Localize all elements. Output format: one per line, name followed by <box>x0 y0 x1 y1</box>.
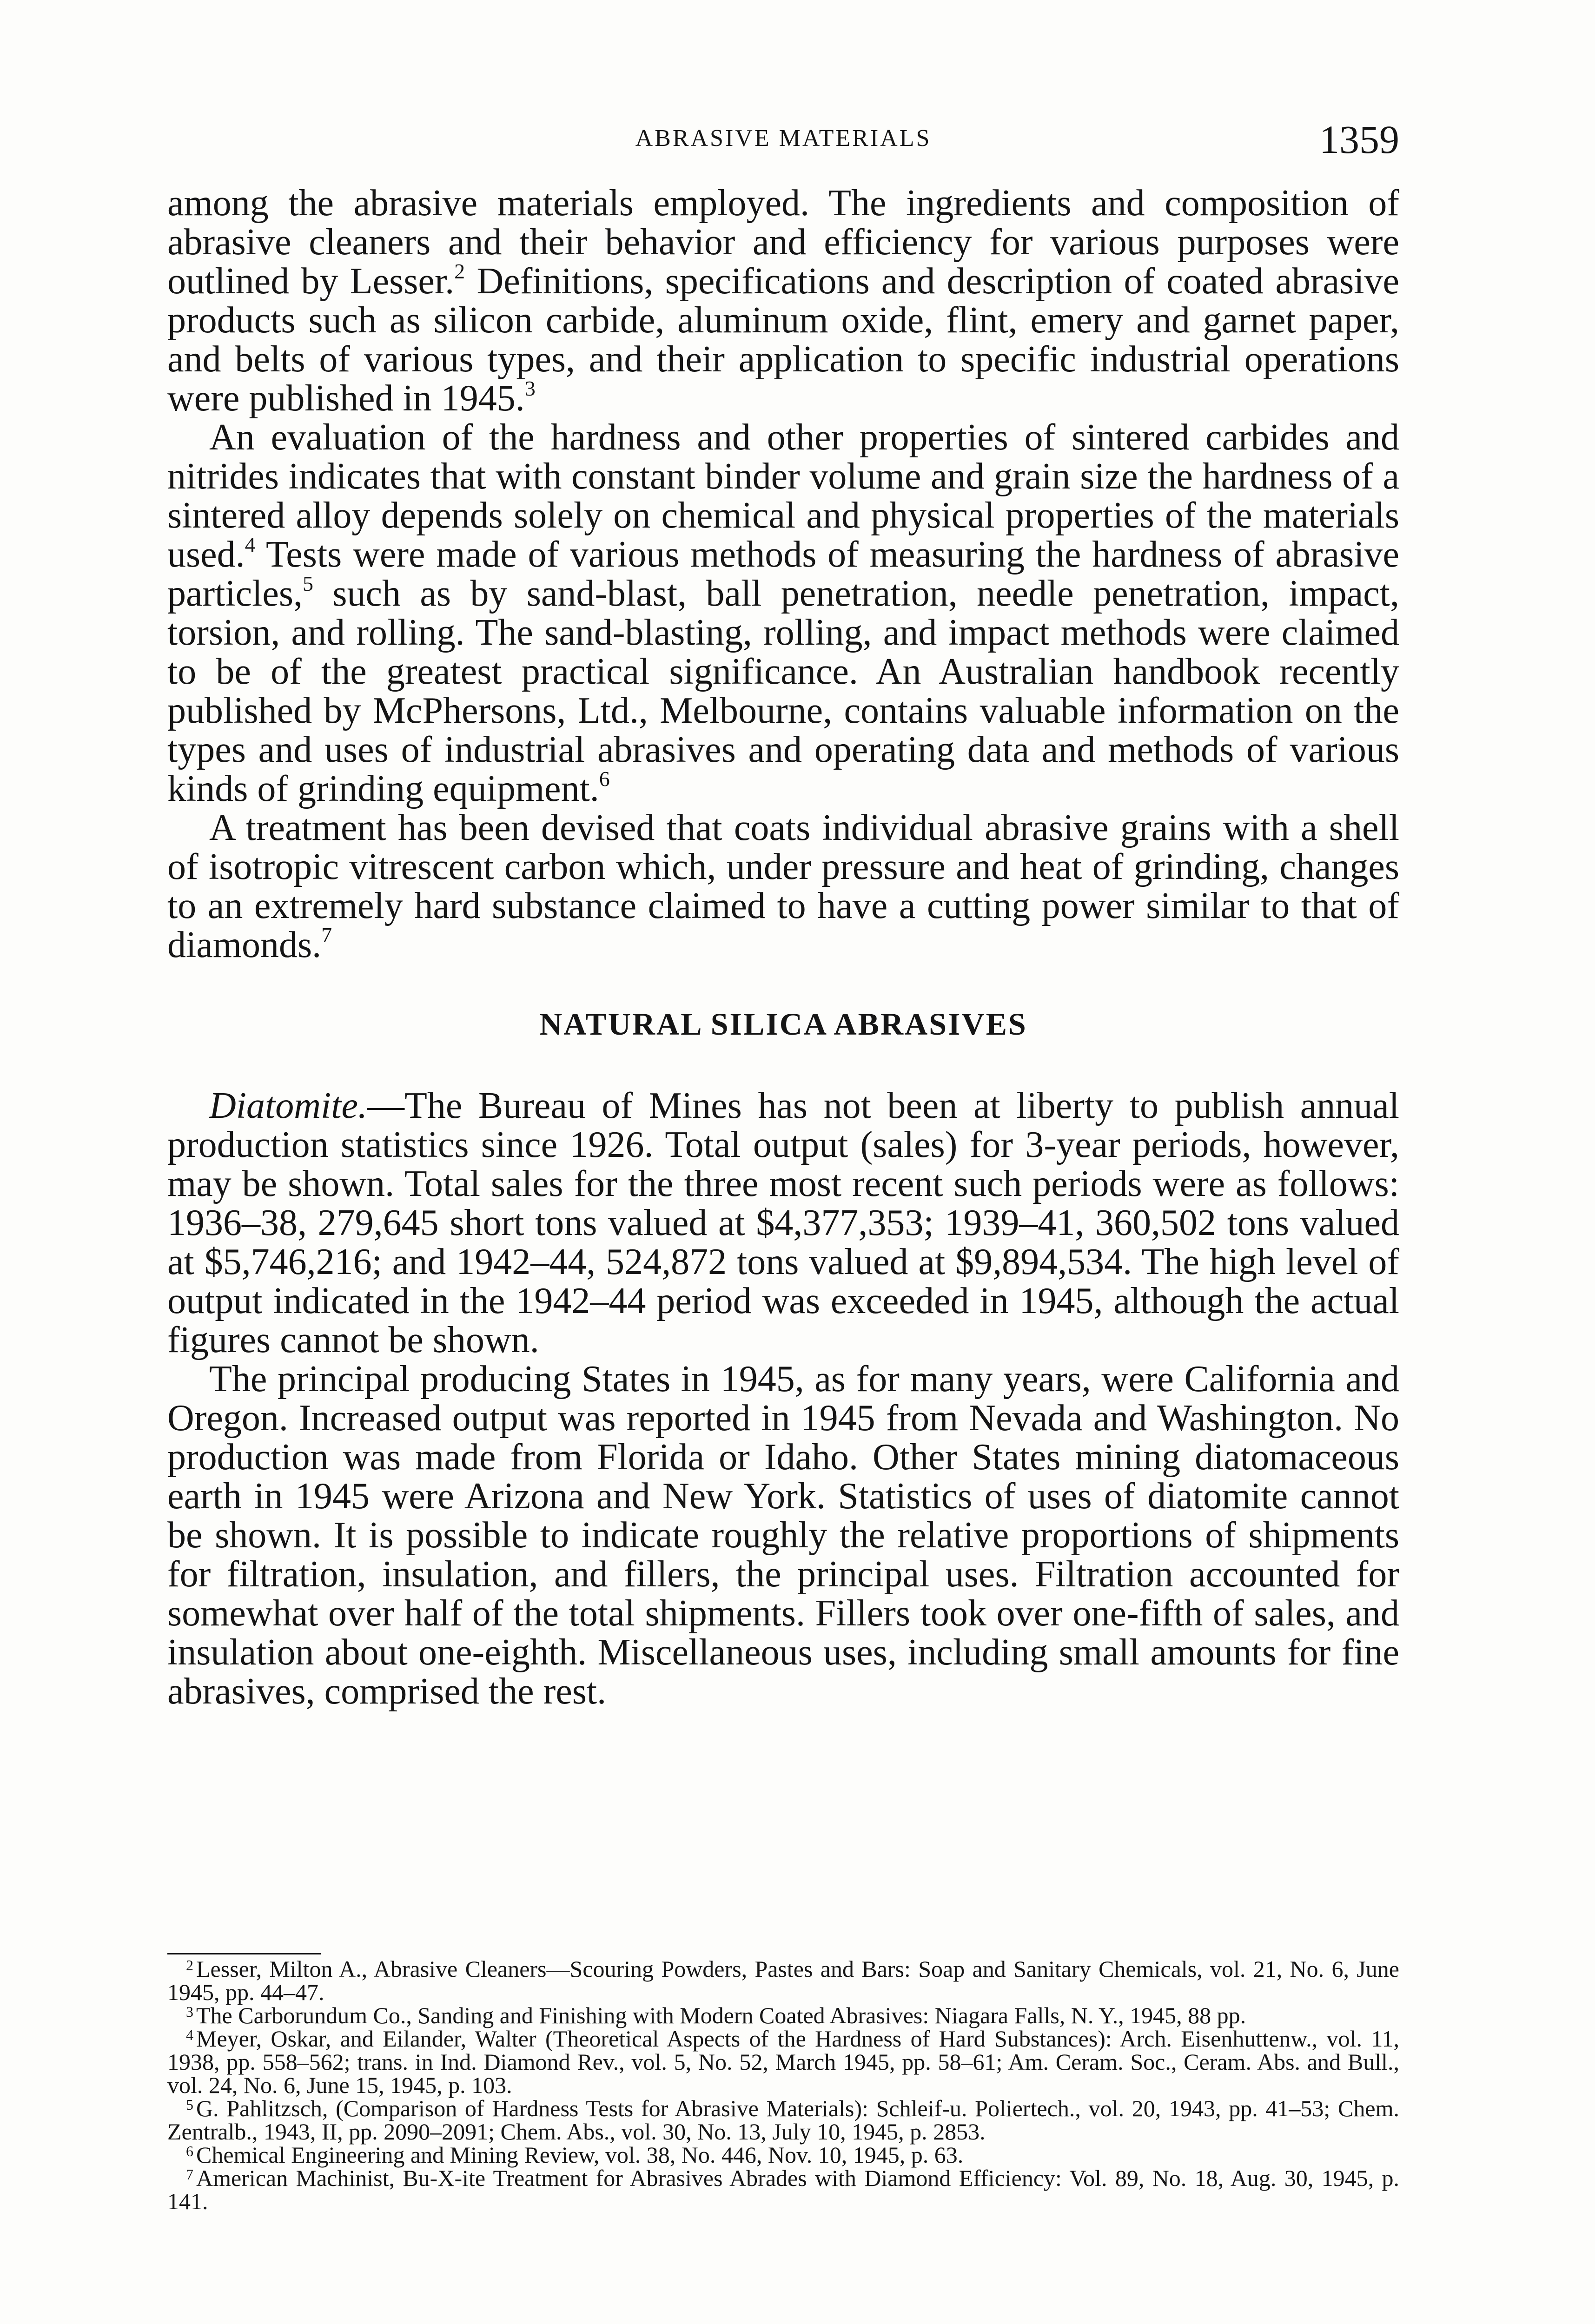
footnote-marker: 6 <box>186 2143 193 2159</box>
body-text <box>167 184 1399 1711</box>
footnote-ref-2: 2 <box>454 259 465 283</box>
paragraph-2 <box>167 418 1399 808</box>
footnote-marker: 3 <box>186 2003 193 2020</box>
footnote-text: The Carborundum Co., Sanding and Finishing with Modern Coated Abrasives: Niagara Falls, N. Y., 1945, 88 pp. <box>196 2002 1246 2028</box>
section-heading: NATURAL SILICA ABRASIVES <box>539 1006 1027 1042</box>
footnote-ref-3: 3 <box>524 376 536 400</box>
footnote-marker: 7 <box>186 2166 193 2183</box>
footnote-3 <box>167 2004 1399 2027</box>
footnote-7 <box>167 2166 1399 2213</box>
footnote-marker: 5 <box>186 2096 193 2113</box>
page-header <box>167 116 1399 167</box>
footnote-marker: 2 <box>186 1957 193 1974</box>
footnote-6 <box>167 2143 1399 2166</box>
footnote-ref-6: 6 <box>599 767 610 791</box>
paragraph-2-text-c: such as by sand-blast, ball penetration, needle penetration, impact, torsion, and rolling. The sand-blasting, rolling, and impact methods were claimed to be of the greatest practical significance. An Australian handbook recently published by McPhersons, Ltd., Melbourne, contains valuable information on the types and uses of industrial abrasives and operating data and methods of various kinds of grinding equipment. <box>167 573 1399 809</box>
paragraph-5-text-a: The principal producing States in 1945, as for many years, were California and Oregon. Increased output was reported in 1945 from Nevada and Washington. No production was made from Florida or Idaho. Other States mining diatomaceous earth in 1945 were Arizona and New York. Statistics of uses of diatomite cannot be shown. It is possible to indicate roughly the relative proportions of shipments for filtration, insulation, and fillers, the principal uses. Filtration accounted for somewhat over half of the total shipments. Fillers took over one-fifth of sales, and insulation about one-eighth. Miscellaneous uses, including small amounts for fine abrasives, comprised the rest. <box>167 1359 1399 1712</box>
run-in-heading: Diatomite. <box>209 1085 367 1126</box>
footnote-ref-4: 4 <box>245 533 256 556</box>
paragraph-1-text-b: Definitions, specifications and description of coated abrasive products such as silicon carbide, aluminum oxide, flint, emery and garnet paper, and belts of various types, and their application to specific industrial operations were published in 1945. <box>167 261 1399 419</box>
footnote-text: Lesser, Milton A., Abrasive Cleaners—Scouring Powders, Pastes and Bars: Soap and Sanitary Chemicals, vol. 21, No. 6, June 1945, pp. 44–47. <box>167 1956 1399 2005</box>
footnote-ref-7: 7 <box>321 923 332 947</box>
footnote-ref-5: 5 <box>302 572 313 595</box>
footnote-text: G. Pahlitzsch, (Comparison of Hardness Tests for Abrasive Materials): Schleif-u. Poliertech., vol. 20, 1943, pp. 41–53; Chem. Zentralb., 1943, II, pp. 2090–2091; Chem. Abs., vol. 30, No. 13, July 10, 1945, p. 2853. <box>167 2095 1399 2145</box>
footnote-4 <box>167 2027 1399 2097</box>
paragraph-1-text-a: among the abrasive materials employed. The ingredients and composition of abrasive cleaners and their behavior and efficiency for various purposes were outlined by Lesser. <box>167 183 1399 302</box>
running-head: ABRASIVE MATERIALS <box>635 125 932 152</box>
page-number: 1359 <box>1319 117 1399 162</box>
paragraph-3 <box>167 808 1399 964</box>
footnote-rule <box>167 1953 321 1954</box>
footnote-marker: 4 <box>186 2027 193 2043</box>
paragraph-2-text-a: An evaluation of the hardness and other properties of sintered carbides and nitrides indicates that with constant binder volume and grain size the hardness of a sintered alloy depends solely on chemical and physical properties of the materials used. <box>167 417 1399 575</box>
paragraph-1 <box>167 184 1399 418</box>
footnote-text: Chemical Engineering and Mining Review, vol. 38, No. 446, Nov. 10, 1945, p. 63. <box>196 2142 964 2168</box>
footnote-2 <box>167 1957 1399 2004</box>
paragraph-3-text-a: A treatment has been devised that coats individual abrasive grains with a shell of isotropic vitrescent carbon which, under pressure and heat of grinding, changes to an extremely hard substance claimed to have a cutting power similar to that of diamonds. <box>167 807 1399 965</box>
paragraph-5 <box>167 1360 1399 1711</box>
paragraph-4-text-a: —The Bureau of Mines has not been at liberty to publish annual production statistics since 1926. Total output (sales) for 3-year periods, however, may be shown. Total sales for the three most recent such periods were as follows: 1936–38, 279,645 short tons valued at $4,377,353; 1939–41, 360,502 tons valued at $5,746,216; and 1942–44, 524,872 tons valued at $9,894,534. The high level of output indicated in the 1942–44 period was exceeded in 1945, although the actual figures cannot be shown. <box>167 1085 1399 1360</box>
paragraph-4 <box>167 1086 1399 1360</box>
paragraph-2-text-b: Tests were made of various methods of measuring the hardness of abrasive particles, <box>167 534 1399 614</box>
footnote-5 <box>167 2097 1399 2143</box>
footnote-text: Meyer, Oskar, and Eilander, Walter (Theoretical Aspects of the Hardness of Hard Substances): Arch. Eisenhuttenw., vol. 11, 1938, pp. 558–562; trans. in Ind. Diamond Rev., vol. 5, No. 52, March 1945, pp. 58–61; Am. Ceram. Soc., Ceram. Abs. and Bull., vol. 24, No. 6, June 15, 1945, p. 103. <box>167 2026 1399 2098</box>
footnotes <box>167 1953 1399 2213</box>
footnote-text: American Machinist, Bu-X-ite Treatment for Abrasives Abrades with Diamond Efficiency: Vol. 89, No. 18, Aug. 30, 1945, p. 141. <box>167 2165 1399 2214</box>
